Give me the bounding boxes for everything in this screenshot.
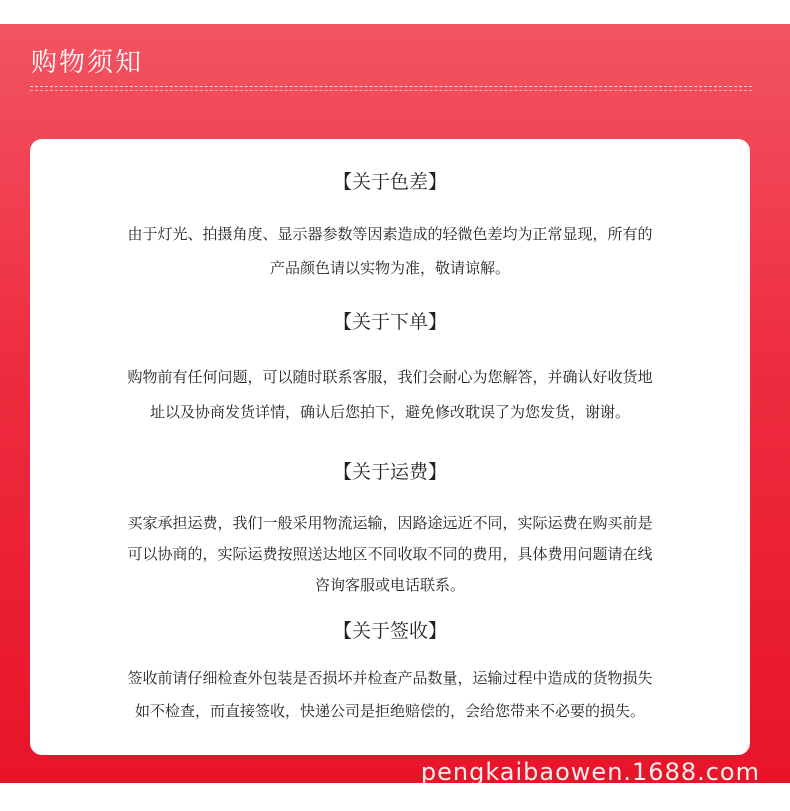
- notice-card: [30, 139, 750, 755]
- section-line: 购物前有任何问题，可以随时联系客服，我们会耐心为您解答，并确认好收货地: [127, 368, 653, 386]
- section-title-ordering: 【关于下单】: [332, 311, 447, 333]
- section-line: 由于灯光、拍摄角度、显示器参数等因素造成的轻微色差均为正常显现，所有的: [127, 225, 653, 243]
- section-line: 签收前请仔细检查外包装是否损坏并检查产品数量，运输过程中造成的货物损失: [127, 669, 653, 687]
- title-divider: [30, 86, 752, 87]
- section-line: 咨询客服或电话联系。: [314, 576, 465, 594]
- section-line: 买家承担运费，我们一般采用物流运输，因路途远近不同，实际运费在购买前是: [127, 514, 653, 532]
- bottom-margin: [0, 783, 790, 811]
- section-line: 产品颜色请以实物为准，敬请谅解。: [269, 259, 510, 277]
- section-line: 址以及协商发货详情，确认后您拍下，避免修改耽误了为您发货，谢谢。: [149, 403, 630, 421]
- section-line: 可以协商的，实际运费按照送达地区不同收取不同的费用，具体费用问题请在线: [127, 545, 653, 563]
- section-body-receipt: [54, 662, 726, 728]
- section-line: 如不检查，而直接签收，快递公司是拒绝赔偿的，会给您带来不必要的损失。: [134, 702, 645, 720]
- shop-watermark: pengkaibaowen.1688.com: [420, 758, 760, 786]
- section-body-ordering: [54, 360, 726, 430]
- page-title: 购物须知: [31, 48, 144, 78]
- section-body-shipping: [54, 508, 726, 601]
- top-margin: [0, 0, 790, 24]
- section-title-color-difference: 【关于色差】: [332, 171, 447, 193]
- section-body-color-difference: [54, 217, 726, 285]
- section-title-shipping: 【关于运费】: [332, 461, 447, 483]
- title-divider-secondary: [30, 90, 752, 91]
- section-title-receipt: 【关于签收】: [332, 620, 447, 642]
